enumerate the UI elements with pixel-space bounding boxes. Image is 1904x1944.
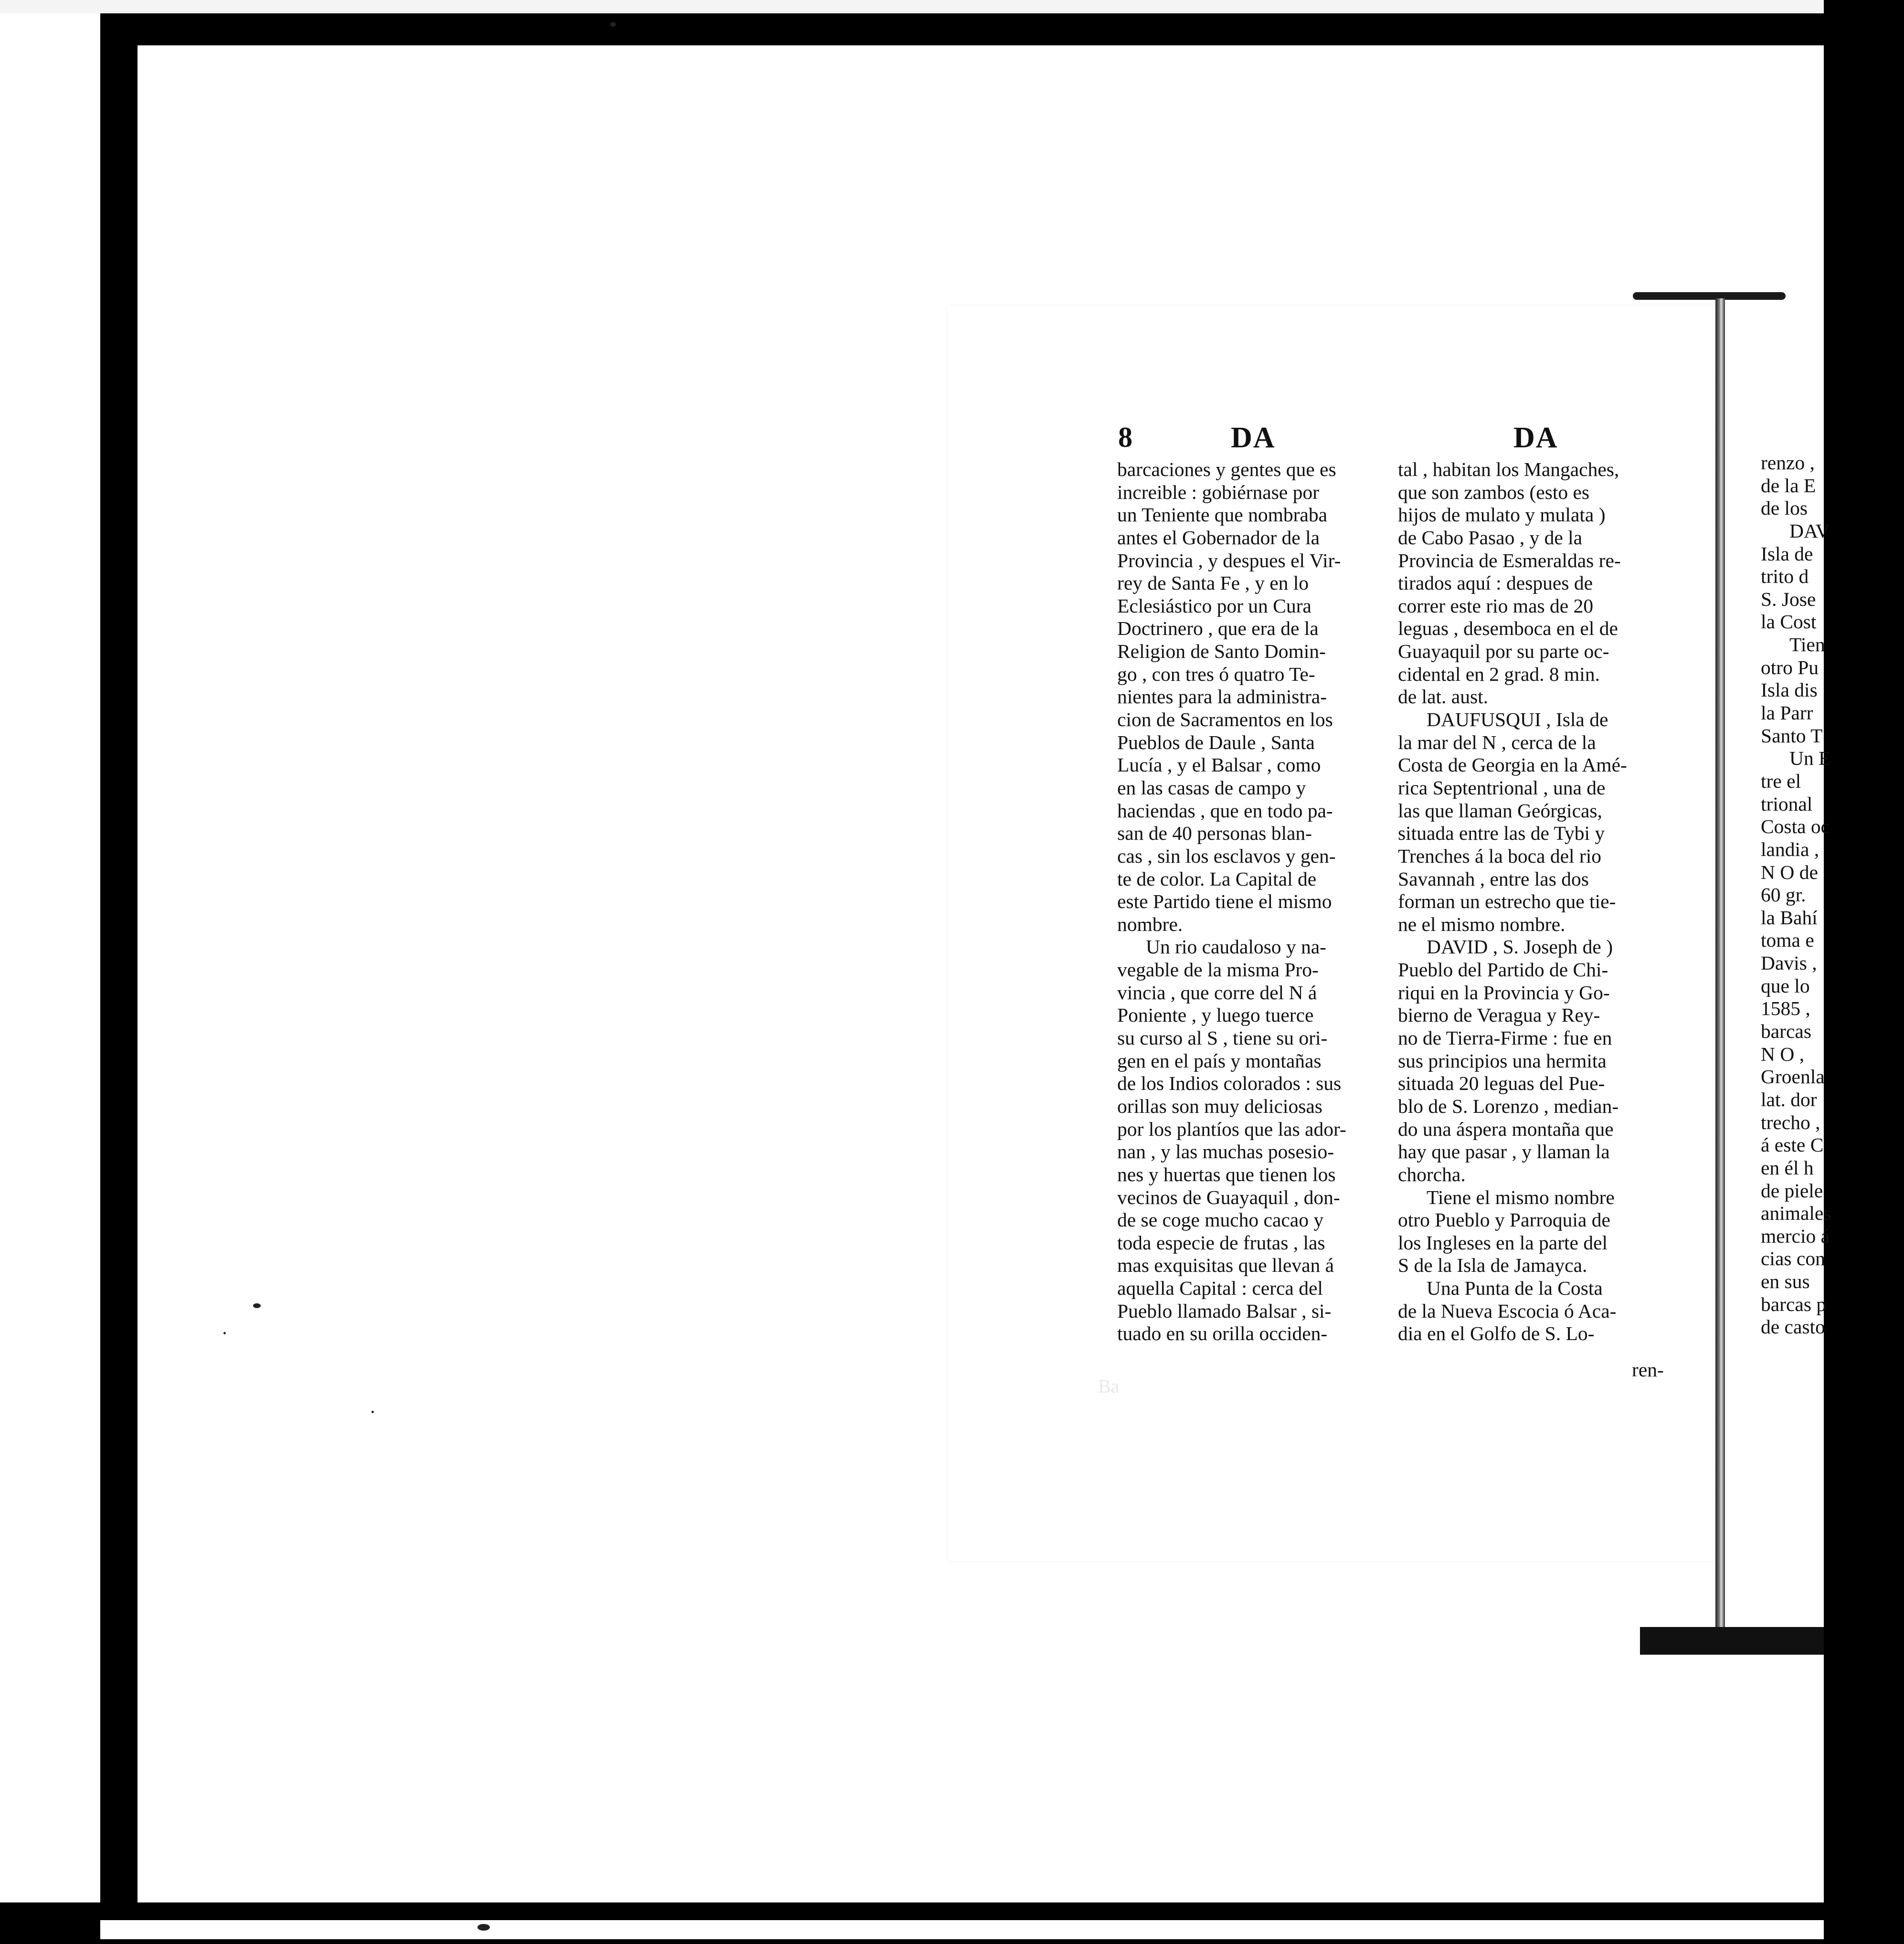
text-line: hay que pasar , y llaman la xyxy=(1398,1141,1610,1163)
text-line: increible : gobiérnase por xyxy=(1117,481,1319,503)
scan-speck xyxy=(223,1332,226,1334)
text-line: vecinos de Guayaquil , don- xyxy=(1117,1186,1340,1208)
text-line: leguas , desemboca en el de xyxy=(1398,617,1618,640)
running-head-right: DA xyxy=(1513,422,1558,454)
fragment-line: que lo xyxy=(1761,974,1810,997)
text-line: riqui en la Provincia y Go- xyxy=(1398,981,1610,1004)
text-line: hijos de mulato y mulata ) xyxy=(1398,504,1606,526)
fragment-line: toma e xyxy=(1761,929,1814,951)
text-line: Pueblo del Partido de Chi- xyxy=(1398,959,1608,981)
fragment-line: S. Jose xyxy=(1761,588,1816,610)
text-line: aquella Capital : cerca del xyxy=(1117,1277,1323,1300)
text-line: antes el Gobernador de la xyxy=(1117,526,1320,549)
fragment-line: animales xyxy=(1761,1202,1831,1225)
text-line: rica Septentrional , una de xyxy=(1398,776,1606,799)
fragment-line: otro Pu xyxy=(1761,656,1819,678)
gutter-bottom-block xyxy=(1640,1627,1824,1655)
running-head-left: DA xyxy=(1231,422,1276,454)
text-line: nes y huertas que tienen los xyxy=(1117,1163,1336,1185)
text-line: dia en el Golfo de S. Lo- xyxy=(1398,1322,1595,1345)
fragment-line: renzo , xyxy=(1761,452,1815,474)
fragment-line: mercio á xyxy=(1761,1225,1830,1247)
fragment-line: en él h xyxy=(1761,1156,1814,1179)
right-text-column xyxy=(1398,458,1674,1345)
text-line: chorcha. xyxy=(1398,1163,1466,1185)
fragment-line: Tien xyxy=(1789,634,1825,656)
fragment-line: 60 gr. xyxy=(1761,884,1806,906)
text-line: la mar del N , cerca de la xyxy=(1398,731,1596,753)
fragment-line: N O , xyxy=(1761,1043,1805,1065)
text-line: de la Nueva Escocia ó Aca- xyxy=(1398,1300,1617,1322)
paragraph-start-line: Una Punta de la Costa xyxy=(1427,1277,1603,1300)
text-line: vegable de la misma Pro- xyxy=(1117,959,1319,981)
entry-daufusqui-line: DAUFUSQUI , Isla de xyxy=(1427,708,1608,731)
fragment-line: 1585 , xyxy=(1761,997,1810,1020)
catchword: ren- xyxy=(1632,1359,1664,1381)
scan-left-strip xyxy=(0,13,100,1944)
fragment-line: trional xyxy=(1761,792,1813,815)
fragment-line: á este C xyxy=(1761,1134,1824,1156)
text-line: gen en el país y montañas xyxy=(1117,1049,1322,1072)
fragment-line: Costa oc xyxy=(1761,815,1830,838)
fragment-line: de piele xyxy=(1761,1179,1823,1202)
text-line: de Cabo Pasao , y de la xyxy=(1398,526,1583,549)
text-line: forman un estrecho que tie- xyxy=(1398,890,1616,913)
text-line: san de 40 personas blan- xyxy=(1117,822,1312,845)
scan-speck xyxy=(371,1411,374,1413)
page-number: 8 xyxy=(1118,422,1133,453)
text-line: bierno de Veragua y Rey- xyxy=(1398,1004,1600,1026)
paragraph-start-line: Un rio caudaloso y na- xyxy=(1146,936,1326,958)
text-line: cidental en 2 grad. 8 min. xyxy=(1398,663,1600,685)
text-line: cion de Sacramentos en los xyxy=(1117,708,1333,731)
text-line: correr este rio mas de 20 xyxy=(1398,594,1594,617)
text-line: que son zambos (esto es xyxy=(1398,481,1590,503)
fragment-line: trito d xyxy=(1761,565,1809,588)
left-text-column xyxy=(1117,458,1374,1345)
text-line: no de Tierra-Firme : fue en xyxy=(1398,1027,1612,1049)
fragment-line: trecho , xyxy=(1761,1111,1820,1133)
text-line: Savannah , entre las dos xyxy=(1398,867,1589,890)
text-line: Pueblo llamado Balsar , si- xyxy=(1117,1300,1332,1322)
text-line: ne el mismo nombre. xyxy=(1398,913,1566,935)
text-line: Eclesiástico por un Cura xyxy=(1117,594,1312,617)
text-line: te de color. La Capital de xyxy=(1117,867,1317,890)
text-line: rey de Santa Fe , y en lo xyxy=(1117,572,1309,594)
text-line: tal , habitan los Mangaches, xyxy=(1398,458,1619,480)
text-line: un Teniente que nombraba xyxy=(1117,504,1328,526)
fragment-line: en sus xyxy=(1761,1270,1810,1293)
margin-ghost-text: Ba xyxy=(1098,1375,1120,1397)
fragment-line: de la E xyxy=(1761,474,1816,497)
text-line: toda especie de frutas , las xyxy=(1117,1231,1325,1254)
text-line: orillas son muy deliciosas xyxy=(1117,1095,1322,1117)
fragment-line: Isla de xyxy=(1761,542,1813,565)
fragment-line: barcas xyxy=(1761,1020,1811,1043)
text-line: mas exquisitas que llevan á xyxy=(1117,1254,1334,1277)
fragment-line: Isla dis xyxy=(1761,679,1818,701)
fragment-line: la Bahí xyxy=(1761,906,1818,929)
fragment-line: DAV xyxy=(1789,519,1830,542)
page-gutter xyxy=(1715,298,1725,1630)
fragment-line: de los xyxy=(1761,497,1808,519)
text-line: Lucía , y el Balsar , como xyxy=(1117,754,1321,776)
text-line: go , con tres ó quatro Te- xyxy=(1117,663,1315,685)
text-line: nan , y las muchas posesio- xyxy=(1117,1141,1334,1163)
fragment-line: de casto xyxy=(1761,1316,1825,1338)
text-line: tuado en su orilla occiden- xyxy=(1117,1322,1328,1345)
next-page-fragment xyxy=(1761,452,1904,1339)
text-line: las que llaman Geórgicas, xyxy=(1398,799,1602,822)
text-line: cas , sin los esclavos y gen- xyxy=(1117,845,1336,867)
fragment-line: barcas p xyxy=(1761,1293,1827,1315)
text-line: Costa de Georgia en la Amé- xyxy=(1398,754,1627,776)
text-line: Provincia de Esmeraldas re- xyxy=(1398,549,1621,571)
fragment-line: lat. dor xyxy=(1761,1088,1817,1110)
scan-left-border xyxy=(100,13,138,1944)
fragment-line: la Cost xyxy=(1761,611,1817,633)
scan-speck xyxy=(253,1303,261,1308)
text-line: haciendas , que en todo pa- xyxy=(1117,799,1333,822)
fragment-line: tre el xyxy=(1761,770,1801,792)
text-line: vincia , que corre del N á xyxy=(1117,981,1317,1004)
text-line: de lat. aust. xyxy=(1398,686,1488,708)
text-line: de los Indios colorados : sus xyxy=(1117,1072,1342,1095)
fragment-line: N O de xyxy=(1761,861,1818,883)
text-line: barcaciones y gentes que es xyxy=(1117,458,1336,480)
scan-bottom-strip xyxy=(100,1920,1824,1939)
text-line: este Partido tiene el mismo xyxy=(1117,890,1332,913)
text-line: tirados aquí : despues de xyxy=(1398,572,1593,594)
text-line: Pueblos de Daule , Santa xyxy=(1117,731,1315,753)
text-line: S de la Isla de Jamayca. xyxy=(1398,1254,1587,1277)
text-line: situada 20 leguas del Pue- xyxy=(1398,1072,1605,1095)
text-line: los Ingleses en la parte del xyxy=(1398,1231,1608,1254)
text-line: blo de S. Lorenzo , median- xyxy=(1398,1095,1619,1117)
fragment-line: cias con xyxy=(1761,1247,1825,1270)
text-line: su curso al S , tiene su ori- xyxy=(1117,1027,1328,1049)
paragraph-start-line: Tiene el mismo nombre xyxy=(1427,1186,1615,1208)
text-line: nientes para la administra- xyxy=(1117,686,1327,708)
text-line: otro Pueblo y Parroquia de xyxy=(1398,1209,1610,1231)
text-line: situada entre las de Tybi y xyxy=(1398,822,1605,845)
text-line: Trenches á la boca del rio xyxy=(1398,845,1602,867)
text-line: Provincia , y despues el Vir- xyxy=(1117,549,1341,571)
text-line: de se coge mucho cacao y xyxy=(1117,1209,1324,1231)
scan-top-strip xyxy=(0,0,1824,13)
fragment-line: Davis , xyxy=(1761,952,1817,974)
text-line: nombre. xyxy=(1117,913,1183,935)
text-line: en las casas de campo y xyxy=(1117,776,1306,799)
fragment-line: la Parr xyxy=(1761,702,1813,724)
scan-speck xyxy=(477,1924,490,1931)
text-line: Religion de Santo Domin- xyxy=(1117,640,1326,663)
text-line: Guayaquil por su parte oc- xyxy=(1398,640,1609,663)
entry-david-line: DAVID , S. Joseph de ) xyxy=(1427,936,1613,958)
gutter-top-bar xyxy=(1633,292,1786,300)
scan-speck xyxy=(610,22,616,27)
fragment-line: Groenla xyxy=(1761,1066,1825,1088)
text-line: por los plantíos que las ador- xyxy=(1117,1118,1346,1140)
text-line: sus principios una hermita xyxy=(1398,1049,1607,1072)
text-line: Poniente , y luego tuerce xyxy=(1117,1004,1314,1026)
text-line: Doctrinero , que era de la xyxy=(1117,617,1319,640)
fragment-line: landia , xyxy=(1761,838,1819,860)
fragment-line: Un E xyxy=(1789,747,1831,770)
fragment-line: Santo T xyxy=(1761,724,1823,747)
text-line: do una áspera montaña que xyxy=(1398,1118,1614,1140)
